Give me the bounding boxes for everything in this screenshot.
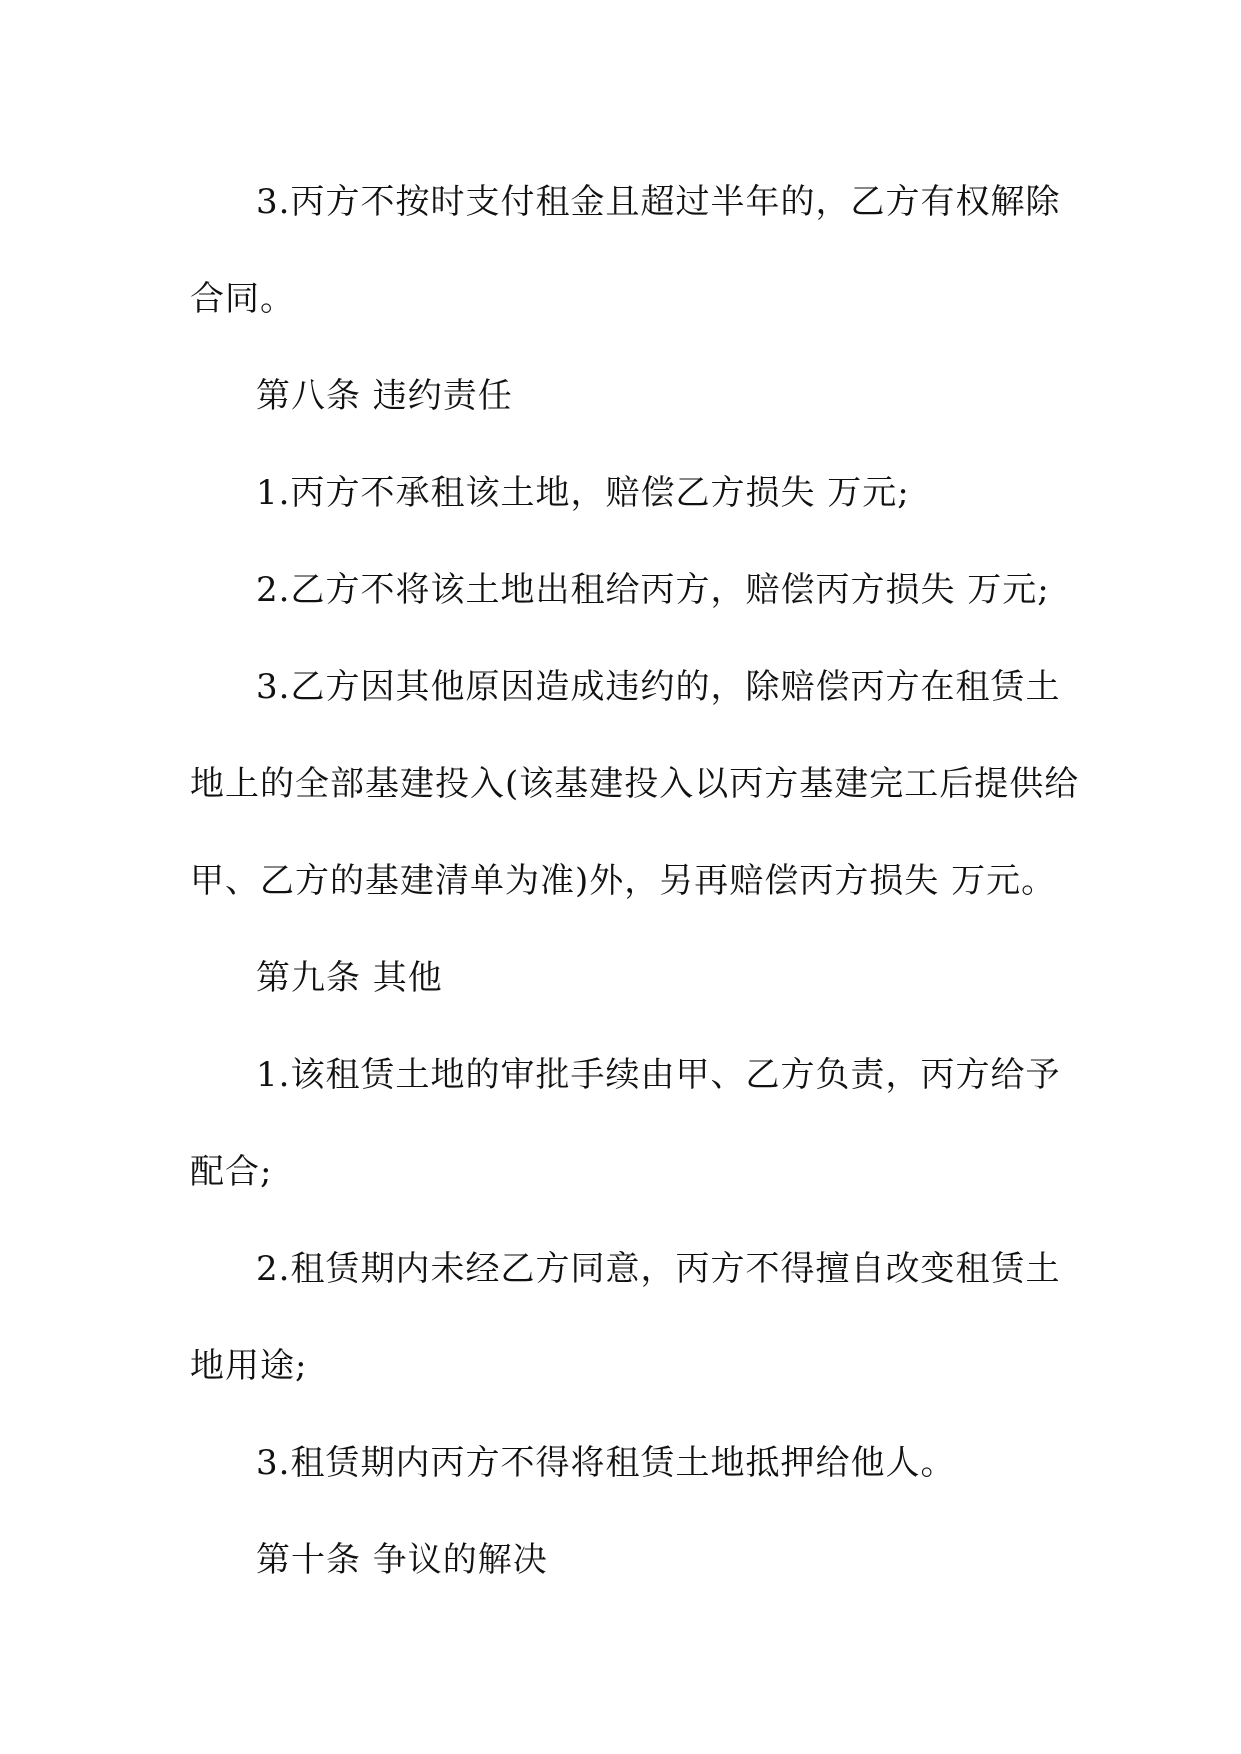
section-heading: 第九条 其他 xyxy=(256,958,443,998)
text-line: 2.乙方不将该土地出租给丙方，赔偿丙方损失 万元; xyxy=(256,570,1050,610)
text-line: 2.租赁期内未经乙方同意，丙方不得擅自改变租赁土 xyxy=(256,1249,1061,1289)
section-heading: 第十条 争议的解决 xyxy=(256,1540,548,1580)
text-line: 3.乙方因其他原因造成违约的，除赔偿丙方在租赁土 xyxy=(256,667,1061,707)
text-line: 地上的全部基建投入(该基建投入以丙方基建完工后提供给 xyxy=(190,764,1080,804)
text-line: 3.丙方不按时支付租金且超过半年的，乙方有权解除 xyxy=(256,182,1061,222)
text-line: 合同。 xyxy=(190,279,295,319)
section-heading: 第八条 违约责任 xyxy=(256,376,513,416)
text-line: 3.租赁期内丙方不得将租赁土地抵押给他人。 xyxy=(256,1443,956,1483)
text-line: 甲、乙方的基建清单为准)外，另再赔偿丙方损失 万元。 xyxy=(190,861,1057,901)
text-line: 1.该租赁土地的审批手续由甲、乙方负责，丙方给予 xyxy=(256,1055,1061,1095)
text-line: 配合; xyxy=(190,1152,273,1192)
text-line: 1.丙方不承租该土地，赔偿乙方损失 万元; xyxy=(256,473,910,513)
text-line: 地用途; xyxy=(190,1346,308,1386)
